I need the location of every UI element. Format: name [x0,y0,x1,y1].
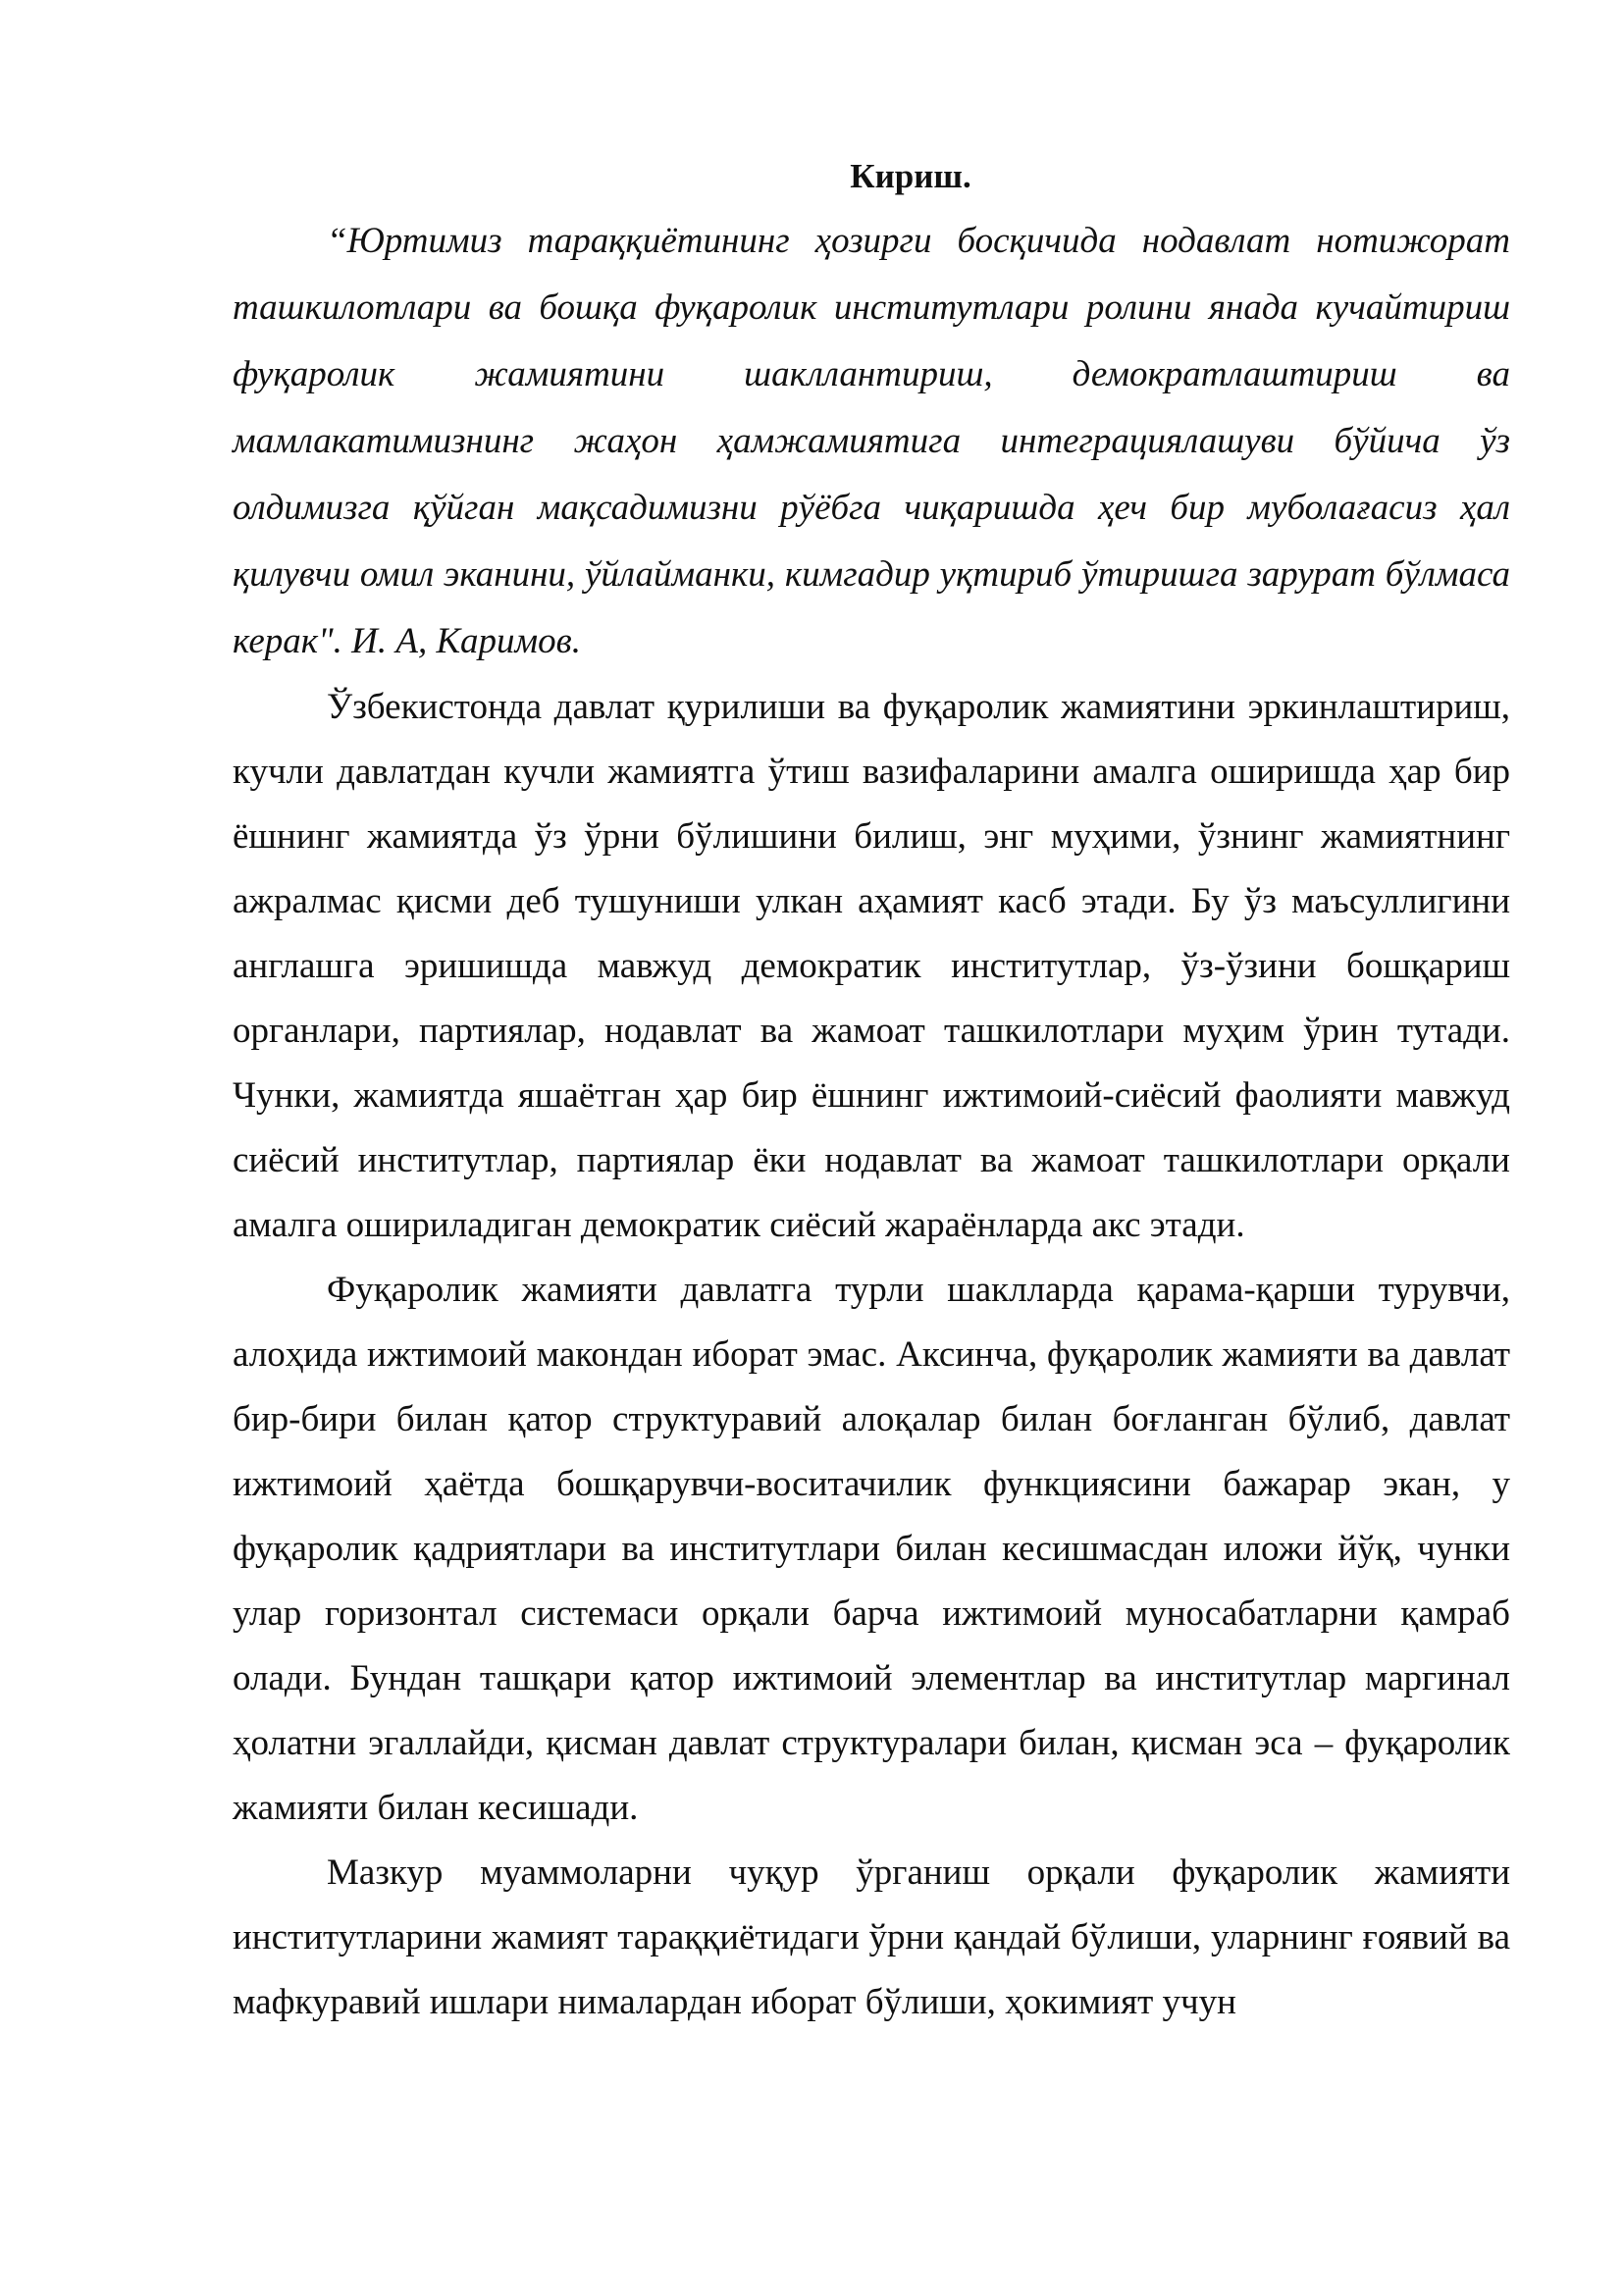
epigraph-quote: “Юртимиз тараққиётининг ҳозирги босқичида нодавлат нотижорат ташкилотлари ва бошқа фуқаролик институтлари ролини янада кучайтириш фуқаролик жамиятини шакллантириш, демократлаштириш ва мамлакатимизнинг жаҳон ҳамжамиятига интеграциялашуви бўйича ўз олдимизга қўйган мақсадимизни рўёбга чиқаришда ҳеч бир муболағасиз ҳал қилувчи омил эканини, ўйлайманки, кимгадир уқтириб ўтиришга зарурат бўлмаса керак". И. А, Каримов. [233,221,1510,661]
document-body [233,147,1510,2035]
paragraph-1: Ўзбекистонда давлат қурилиши ва фуқаролик жамиятини эркинлаштириш, кучли давлатдан кучли жамиятга ўтиш вазифаларини амалга оширишда ҳар бир ёшнинг жамиятда ўз ўрни бўлишини билиш, энг муҳими, ўзнинг жамиятнинг ажралмас қисми деб тушуниши улкан аҳамият касб этади. Бу ўз маъсуллигини англашга эришишда мавжуд демократик институтлар, ўз-ўзини бошқариш органлари, партиялар, нодавлат ва жамоат ташкилотлари муҳим ўрин тутади. Чунки, жамиятда яшаётган ҳар бир ёшнинг ижтимоий-сиёсий фаолияти мавжуд сиёсий институтлар, партиялар ёки нодавлат ва жамоат ташкилотлари орқали амалга ошириладиган демократик сиёсий жараёнларда акс этади. [233,687,1510,1245]
section-title: Кириш. [850,157,971,195]
paragraph-2: Фуқаролик жамияти давлатга турли шаклларда қарама-қарши турувчи, алоҳида ижтимоий макондан иборат эмас. Аксинча, фуқаролик жамияти ва давлат бир-бири билан қатор структуравий алоқалар билан боғланган бўлиб, давлат ижтимоий ҳаётда бошқарувчи-воситачилик функциясини бажарар экан, у фуқаролик қадриятлари ва институтлари билан кесишмасдан иложи йўқ, чунки улар горизонтал системаси орқали барча ижтимоий муносабатларни қамраб олади. Бундан ташқари қатор ижтимоий элементлар ва институтлар маргинал ҳолатни эгаллайди, қисман давлат структуралари билан, қисман эса – фуқаролик жамияти билан кесишади. [233,1270,1510,1828]
paragraph-3: Мазкур муаммоларни чуқур ўрганиш орқали фуқаролик жамияти институтларини жамият тараққиётидаги ўрни қандай бўлиши, уларнинг ғоявий ва мафкуравий ишлари нималардан иборат бўлиши, ҳокимият учун [233,1852,1510,2022]
